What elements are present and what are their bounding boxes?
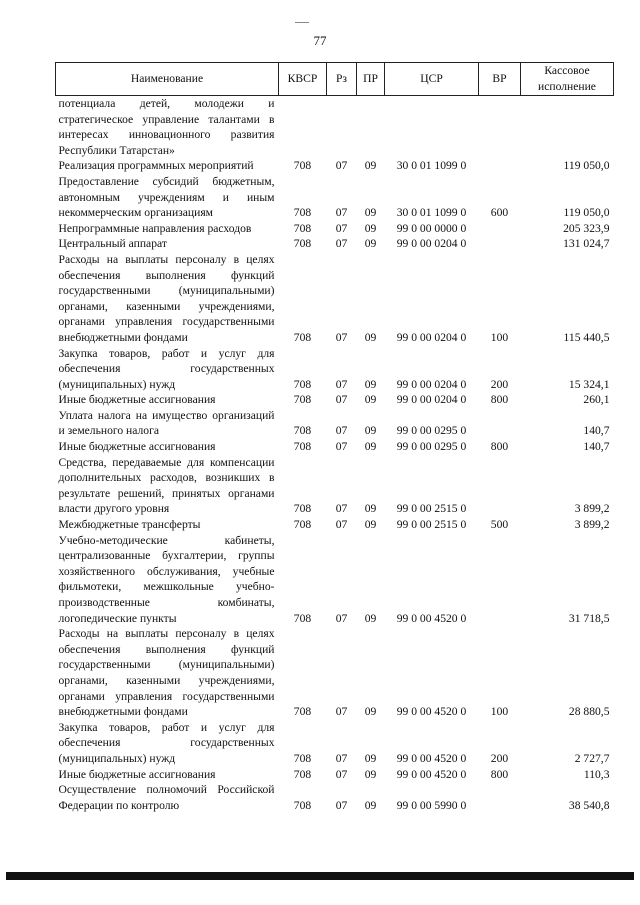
header-name: Наименование xyxy=(56,63,279,96)
cell-pr xyxy=(357,96,385,159)
cell-vr xyxy=(479,221,521,237)
cell-amount: 260,1 xyxy=(583,393,610,407)
cell-csr: 30 0 01 1099 0 xyxy=(396,159,467,173)
cell-csr: 99 0 00 0295 0 xyxy=(396,440,467,454)
cell-amount: 3 899,2 xyxy=(574,518,610,532)
cell-pr: 09 xyxy=(364,798,377,812)
cell-amount: 140,7 xyxy=(583,424,610,438)
cell-csr: 99 0 00 5990 0 xyxy=(396,798,467,812)
cell-name: Непрограммные направления расходов xyxy=(58,221,252,235)
table-row xyxy=(56,782,614,813)
cell-pr: 09 xyxy=(364,518,377,532)
cell-vr xyxy=(479,236,521,252)
cell-pr: 09 xyxy=(364,751,377,765)
cell-kvsr: 708 xyxy=(293,393,312,407)
cell-csr: 99 0 00 4520 0 xyxy=(396,767,467,781)
cell-rz: 07 xyxy=(335,424,348,438)
table-header-row xyxy=(56,63,614,96)
cell-vr xyxy=(479,533,521,627)
table-row xyxy=(56,236,614,252)
cell-rz: 07 xyxy=(335,330,348,344)
cell-csr xyxy=(385,96,479,159)
table-row xyxy=(56,158,614,174)
cell-kvsr: 708 xyxy=(293,424,312,438)
table-row xyxy=(56,221,614,237)
cell-csr: 99 0 00 0295 0 xyxy=(396,424,467,438)
cell-vr: 100 xyxy=(490,705,509,719)
header-rz: Рз xyxy=(327,63,357,96)
cell-name: Закупка товаров, работ и услуг для обеспечения государственных (муниципальных) нужд xyxy=(58,346,275,391)
cell-kvsr: 708 xyxy=(293,440,312,454)
cell-amount: 140,7 xyxy=(583,440,610,454)
cell-vr: 800 xyxy=(490,393,509,407)
header-vr: ВР xyxy=(479,63,521,96)
cell-rz: 07 xyxy=(335,440,348,454)
cell-pr: 09 xyxy=(364,237,377,251)
cell-amount: 205 323,9 xyxy=(563,221,610,235)
cell-amount: 3 899,2 xyxy=(574,502,610,516)
header-kvsr: КВСР xyxy=(279,63,327,96)
cell-pr: 09 xyxy=(364,767,377,781)
cell-vr xyxy=(479,782,521,813)
cell-vr xyxy=(479,408,521,439)
table-row xyxy=(56,439,614,455)
cell-vr: 200 xyxy=(490,377,509,391)
header-pr: ПР xyxy=(357,63,385,96)
cell-name: Расходы на выплаты персоналу в целях обеспечения выполнения функций государственными (муниципальными) органами, казенными учреждениями, органами управления государственными внебюджетными фондами xyxy=(58,627,275,719)
cell-rz: 07 xyxy=(335,518,348,532)
cell-kvsr: 708 xyxy=(293,377,312,391)
cell-rz xyxy=(327,96,357,159)
cell-amount: 2 727,7 xyxy=(574,751,610,765)
cell-rz: 07 xyxy=(335,377,348,391)
page-number: 77 xyxy=(313,33,327,48)
cell-name: Межбюджетные трансферты xyxy=(58,518,201,532)
table-row xyxy=(56,720,614,767)
cell-vr: 800 xyxy=(490,767,509,781)
cell-pr: 09 xyxy=(364,393,377,407)
table-row xyxy=(56,533,614,627)
budget-table xyxy=(55,62,614,813)
cell-rz: 07 xyxy=(335,206,348,220)
cell-name: Уплата налога на имущество организаций и земельного налога xyxy=(58,408,275,438)
table-body xyxy=(56,96,614,814)
cell-pr: 09 xyxy=(364,705,377,719)
cell-pr: 09 xyxy=(364,330,377,344)
cell-kvsr: 708 xyxy=(293,159,312,173)
cell-name: Центральный аппарат xyxy=(58,237,167,251)
cell-kvsr: 708 xyxy=(293,705,312,719)
cell-name: Учебно-методические кабинеты, централизованные бухгалтерии, группы хозяйственного обслуживания, учебные фильмотеки, межшкольные учебно-производственные комбинаты, логопедические пункты xyxy=(58,533,275,625)
cell-vr: 500 xyxy=(490,518,509,532)
cell-csr: 99 0 00 4520 0 xyxy=(396,611,467,625)
cell-csr: 99 0 00 0000 0 xyxy=(396,221,467,235)
table-row xyxy=(56,408,614,439)
table-row xyxy=(56,96,614,159)
table-row xyxy=(56,174,614,221)
budget-table-container xyxy=(55,62,613,813)
cell-rz: 07 xyxy=(335,393,348,407)
cell-kvsr: 708 xyxy=(293,518,312,532)
cell-csr: 99 0 00 4520 0 xyxy=(396,705,467,719)
cell-amount: 115 440,5 xyxy=(563,330,610,344)
header-amount: Кассовое исполнение xyxy=(521,63,614,96)
cell-csr: 99 0 00 2515 0 xyxy=(396,518,467,532)
cell-pr: 09 xyxy=(364,424,377,438)
cell-amount: 119 050,0 xyxy=(563,159,610,173)
cell-amount: 38 540,8 xyxy=(568,798,610,812)
table-row xyxy=(56,767,614,783)
cell-name: Реализация программных мероприятий xyxy=(58,159,254,173)
cell-vr xyxy=(479,96,521,159)
table-row xyxy=(56,517,614,533)
cell-amount: 15 324,1 xyxy=(568,377,610,391)
cell-name: Иные бюджетные ассигнования xyxy=(58,767,216,781)
cell-csr: 99 0 00 0204 0 xyxy=(396,393,467,407)
cell-rz: 07 xyxy=(335,502,348,516)
cell-kvsr: 708 xyxy=(293,237,312,251)
cell-name: Средства, передаваемые для компенсации дополнительных расходов, возникших в результате решений, принятых органами власти другого уровня xyxy=(58,455,275,516)
table-row xyxy=(56,252,614,346)
cell-rz: 07 xyxy=(335,611,348,625)
cell-pr: 09 xyxy=(364,221,377,235)
table-row xyxy=(56,455,614,517)
cell-vr xyxy=(479,455,521,517)
cell-vr: 600 xyxy=(490,206,509,220)
cell-csr: 99 0 00 4520 0 xyxy=(396,751,467,765)
cell-name: Закупка товаров, работ и услуг для обеспечения государственных (муниципальных) нужд xyxy=(58,720,275,765)
cell-amount xyxy=(521,96,614,159)
cell-rz: 07 xyxy=(335,237,348,251)
cell-kvsr: 708 xyxy=(293,751,312,765)
cell-kvsr xyxy=(279,96,327,159)
cell-vr: 200 xyxy=(490,751,509,765)
cell-vr: 100 xyxy=(490,330,509,344)
table-row xyxy=(56,346,614,393)
cell-name: Расходы на выплаты персоналу в целях обеспечения выполнения функций государственными (муниципальными) органами, казенными учреждениями, органами управления государственными внебюджетными фондами xyxy=(58,252,275,344)
cell-csr: 99 0 00 0204 0 xyxy=(396,237,467,251)
cell-name: Предоставление субсидий бюджетным, автономным учреждениям и иным некоммерческим организациям xyxy=(58,174,275,220)
cell-rz: 07 xyxy=(335,221,348,235)
cell-csr: 99 0 00 0204 0 xyxy=(396,377,467,391)
cell-rz: 07 xyxy=(335,751,348,765)
header-csr: ЦСР xyxy=(385,63,479,96)
table-row xyxy=(56,392,614,408)
cell-kvsr: 708 xyxy=(293,767,312,781)
cell-kvsr: 708 xyxy=(293,798,312,812)
cell-csr: 30 0 01 1099 0 xyxy=(396,206,467,220)
cell-kvsr: 708 xyxy=(293,221,312,235)
cell-amount: 110,3 xyxy=(583,767,610,781)
cell-name: Иные бюджетные ассигнования xyxy=(58,440,216,454)
cell-amount: 28 880,5 xyxy=(568,705,610,719)
table-row xyxy=(56,626,614,720)
cell-kvsr: 708 xyxy=(293,611,312,625)
cell-kvsr: 708 xyxy=(293,502,312,516)
cell-rz: 07 xyxy=(335,159,348,173)
cell-amount: 31 718,5 xyxy=(568,611,610,625)
cell-pr: 09 xyxy=(364,206,377,220)
cell-amount: 119 050,0 xyxy=(563,206,610,220)
cell-rz: 07 xyxy=(335,767,348,781)
scan-mark xyxy=(295,22,309,23)
cell-pr: 09 xyxy=(364,502,377,516)
scan-bottom-bar xyxy=(6,872,634,880)
cell-vr xyxy=(479,158,521,174)
cell-csr: 99 0 00 2515 0 xyxy=(396,502,467,516)
cell-csr: 99 0 00 0204 0 xyxy=(396,330,467,344)
cell-amount: 131 024,7 xyxy=(563,237,610,251)
cell-vr: 800 xyxy=(490,440,509,454)
cell-pr: 09 xyxy=(364,440,377,454)
cell-kvsr: 708 xyxy=(293,206,312,220)
cell-name: Осуществление полномочий Российской Федерации по контролю xyxy=(58,783,275,812)
cell-pr: 09 xyxy=(364,611,377,625)
cell-rz: 07 xyxy=(335,798,348,812)
cell-pr: 09 xyxy=(364,159,377,173)
cell-pr: 09 xyxy=(364,377,377,391)
cell-name: потенциала детей, молодежи и стратегическое управление талантами в интересах инновационного развития Республики Татарстан» xyxy=(58,97,275,157)
cell-kvsr: 708 xyxy=(293,330,312,344)
cell-name: Иные бюджетные ассигнования xyxy=(58,393,216,407)
cell-rz: 07 xyxy=(335,705,348,719)
